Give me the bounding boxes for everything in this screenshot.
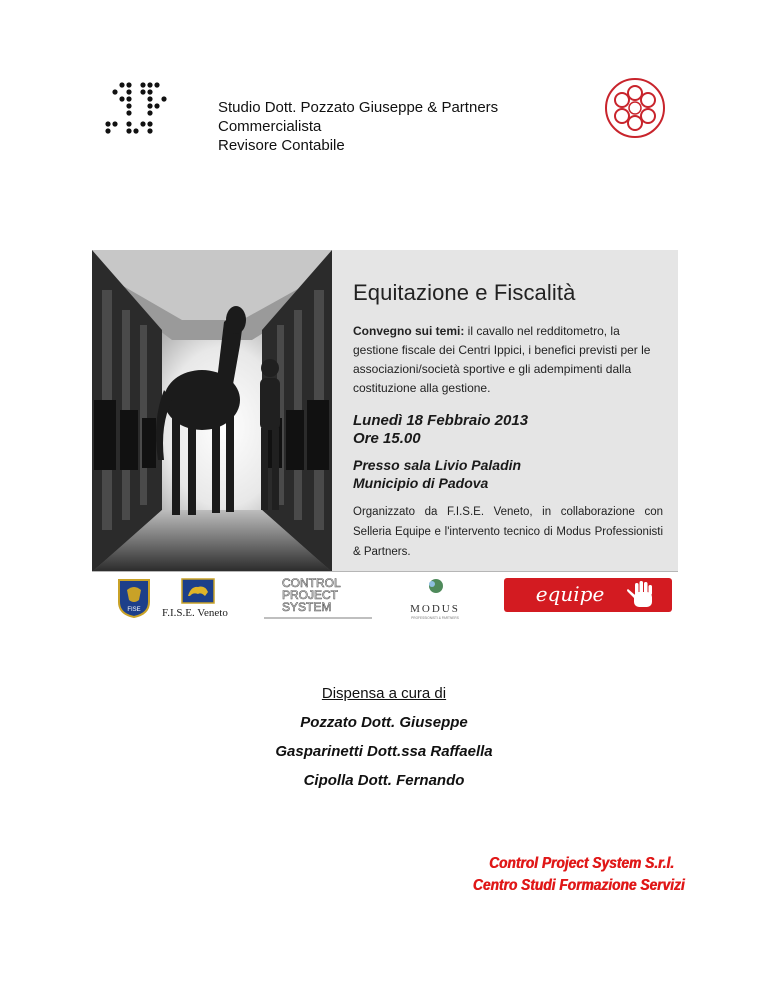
logo-dot <box>147 121 152 126</box>
fise-veneto-label: F.I.S.E. Veneto <box>162 607 228 619</box>
author-name: Gasparinetti Dott.ssa Raffaella <box>275 743 493 760</box>
equipe-wordmark: equipe <box>535 582 605 606</box>
firm-header <box>218 98 498 155</box>
stable-photo <box>92 250 332 572</box>
cps-line-2: PROJECT <box>282 588 339 602</box>
cps-line-3: SYSTEM <box>282 600 332 614</box>
firm-dot-logo <box>104 80 168 140</box>
logo-dot <box>140 121 145 126</box>
logo-dot <box>112 89 117 94</box>
logo-dot <box>147 110 152 115</box>
event-datetime <box>353 412 528 448</box>
banner-divider <box>92 571 678 572</box>
logo-dot <box>126 128 131 133</box>
logo-dot <box>126 96 131 101</box>
logo-dot <box>154 82 159 87</box>
event-time: Ore 15.00 <box>353 430 421 447</box>
logo-dot <box>133 128 138 133</box>
logo-dot <box>126 110 131 115</box>
logo-dot <box>126 121 131 126</box>
logo-dot <box>105 121 110 126</box>
firm-role-revisore: Revisore Contabile <box>218 137 345 154</box>
event-title: Equitazione e Fiscalità <box>353 280 576 305</box>
authors-block <box>0 684 768 791</box>
dispensa-label: Dispensa a cura di <box>321 685 447 702</box>
logo-dot <box>161 96 166 101</box>
fise-badge-text: FISE <box>127 607 141 613</box>
logo-dot <box>147 128 152 133</box>
modus-wordmark: MODUS <box>410 603 460 615</box>
modus-tagline: PROFESSIONISTI & PARTNERS <box>411 616 459 620</box>
logo-dot <box>140 89 145 94</box>
logo-dot <box>105 128 110 133</box>
logo-dot <box>147 89 152 94</box>
event-venue <box>353 456 521 492</box>
firm-name: Studio Dott. Pozzato Giuseppe & Partners <box>218 99 499 116</box>
venue-room: Presso sala Livio Paladin <box>353 457 522 473</box>
author-name: Cipolla Dott. Fernando <box>303 772 465 789</box>
fise-badge-logo <box>117 578 151 618</box>
logo-dot <box>147 82 152 87</box>
firm-role-commercialista: Commercialista <box>218 118 322 135</box>
logo-dot <box>154 103 159 108</box>
cps-line-1: CONTROL <box>282 576 341 590</box>
venue-building: Municipio di Padova <box>353 475 489 491</box>
company-name: Control Project System S.r.l. <box>488 855 674 872</box>
logo-dot <box>140 82 145 87</box>
equipe-logo <box>504 578 672 612</box>
logo-dot <box>126 89 131 94</box>
description-lead: Convegno sui temi: <box>353 324 465 338</box>
company-subtitle: Centro Studi Formazione Servizi <box>472 877 685 894</box>
event-organizer: Organizzato da F.I.S.E. Veneto, in collaborazione con Selleria Equipe e l'intervento tecnico di Modus Professionisti & Partners. <box>353 506 663 558</box>
logo-dot <box>112 121 117 126</box>
author-name: Pozzato Dott. Giuseppe <box>300 714 468 731</box>
logo-dot <box>119 82 124 87</box>
event-description <box>353 322 663 398</box>
control-project-system-logo <box>262 576 376 622</box>
modus-logo <box>402 576 468 620</box>
company-footer <box>440 853 685 897</box>
event-banner <box>92 250 678 572</box>
description-text: il cavallo nel redditometro, la gestione fiscale dei Centri Ippici, i benefici previsti per le associazioni/società sportive e gli adempimenti dalla costituzione alla gestione. <box>353 324 651 395</box>
logo-dot <box>147 96 152 101</box>
fise-veneto-lion-logo <box>181 578 215 604</box>
logo-dot <box>126 82 131 87</box>
ordine-seal-logo <box>604 77 666 139</box>
logo-dot <box>147 103 152 108</box>
logo-dot <box>126 103 131 108</box>
logo-dot <box>119 96 124 101</box>
event-date: Lunedì 18 Febbraio 2013 <box>353 412 529 429</box>
